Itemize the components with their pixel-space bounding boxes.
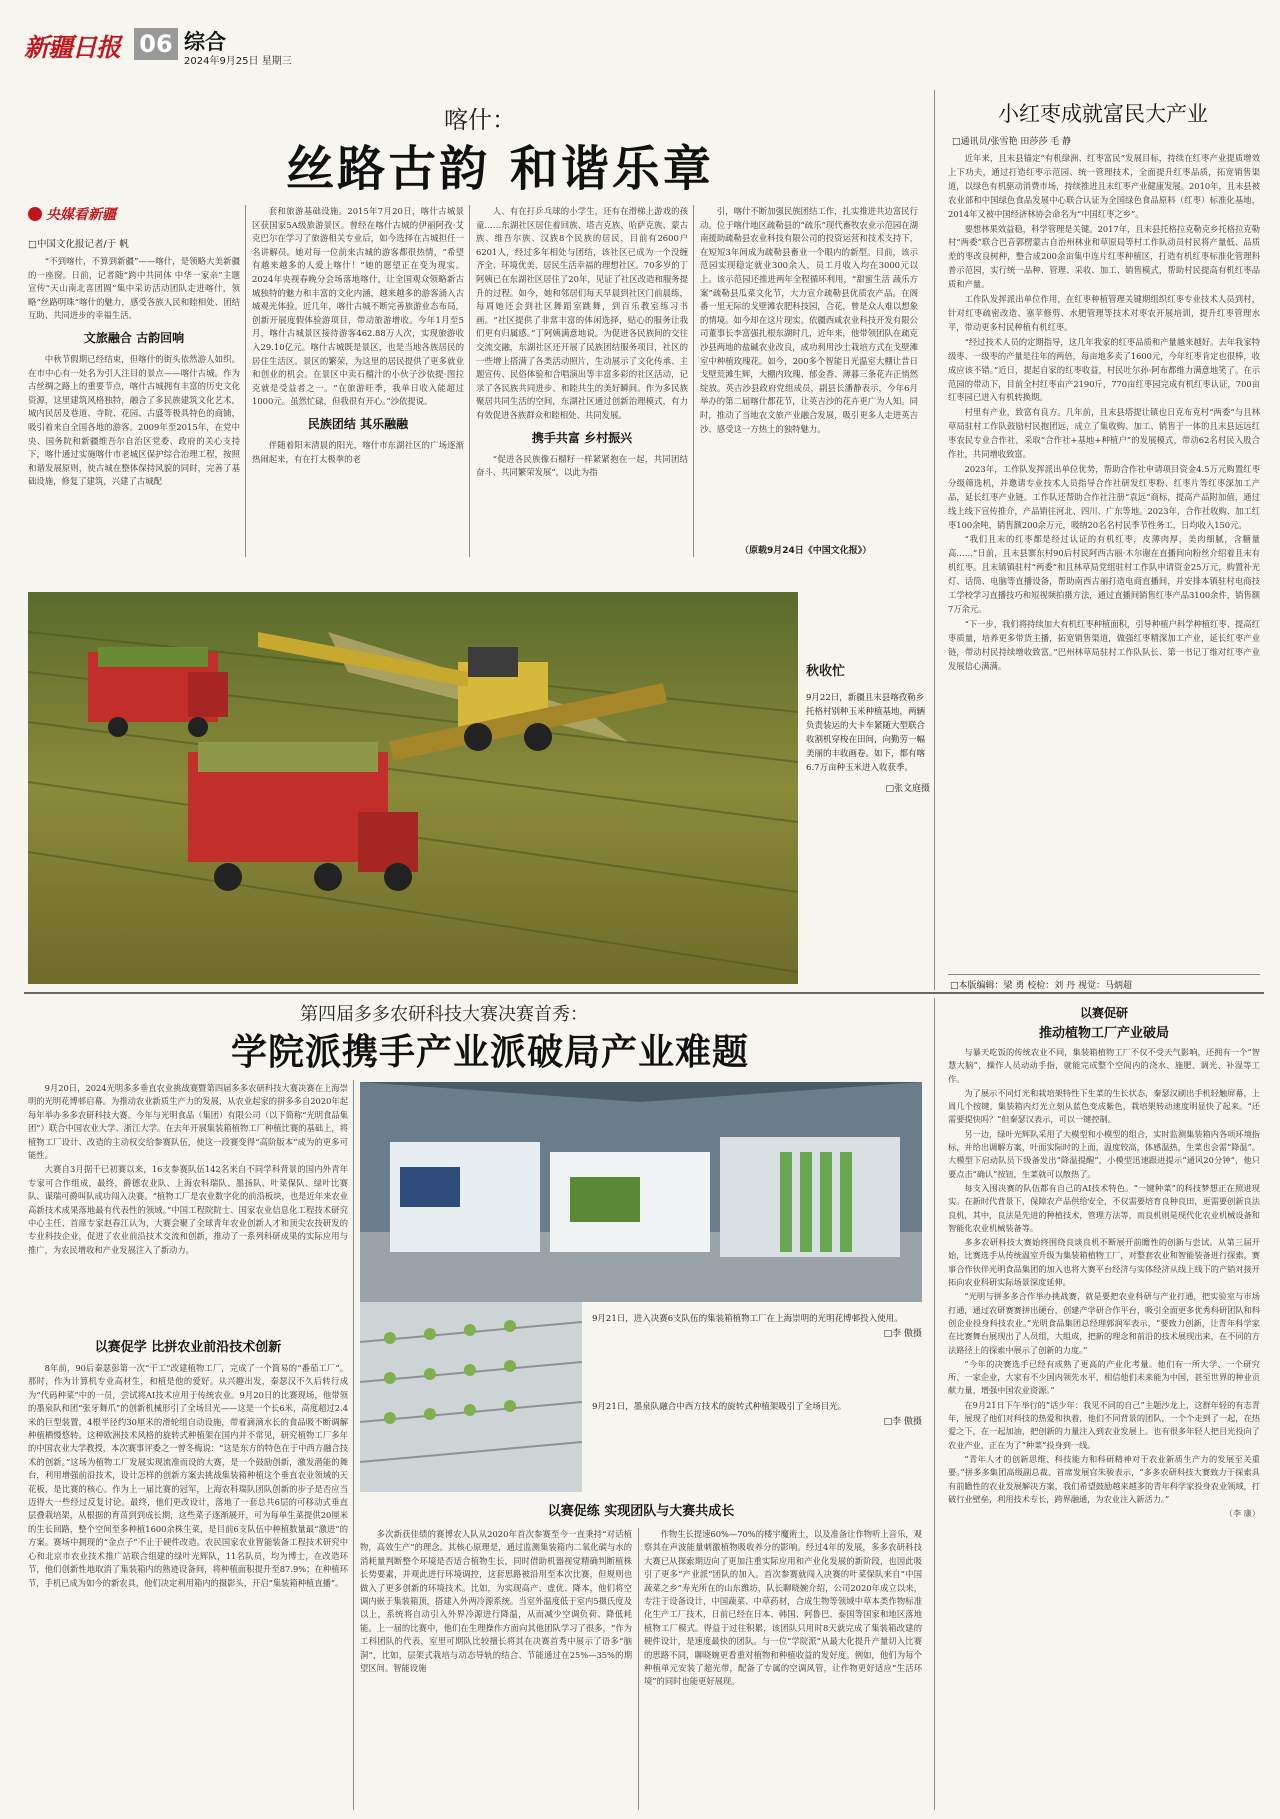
main-source: （原载9月24日《中国文化报》） [740, 546, 872, 556]
container-farm-photo [360, 1082, 922, 1302]
photo1-credit: □张文庭摄 [885, 784, 930, 794]
photo3-caption-block [592, 1400, 922, 1427]
contest-headline: 学院派携手产业派破局产业难题 [230, 1032, 749, 1073]
rb-kicker: 以赛促研 [1079, 1006, 1128, 1020]
main-sub-1: 文旅融合 古韵回响 [83, 330, 185, 345]
photo3-caption: 9月21日，墨泉队融合中西方技术的旋转式种植架吸引了全场目光。 [592, 1402, 847, 1412]
harvest-field-image [28, 592, 798, 984]
rb-byline-end: （李 康） [1224, 1508, 1260, 1519]
editor-credits: □本版编辑：梁 勇 校检：刘 丹 视觉：马炳超 [950, 981, 1132, 991]
contest-col-1b: 8年前，90后秦瑟彭第一次“干工”改建植物工厂，完成了一个简易的“番茄工厂”。那时，作为计算机专业高材生，和植是他的爱好。从兴趣出发，秦瑟汉不久后转行成为“代码种菜”中的一员，尝试将AI技术应用于传统农业。9月20日的比赛现场，他带领的墨泉队和团“张牙舞爪”的创新机械形引了全场目光——这是一个长6米，高度超过2.4米的巨型装置，4根半径约30厘米的滑轮组自动设施，带着滴滴水长的食品吸不断调解种植栖慢悠转。这种欧洲技术风格的旋转式种植架在国内并不常见，研究植物工厂多年的中国农业大学教授，本次赛事评委之一曾冬梅说：“这是东方的特色在于中西方融合技术的创新。”这场为植物工厂发展实现流准而设的大赛，是一个鼓励创新，激发潜能的舞台，利用增强前沿技术，设计怎样的创新方案去挑战集装箱种植这个垂直农业领域的天花板，是比赛的核心。作为上一届比赛的冠军，上海农科瑞队团队创新的步子是否应当迈得大一些经过反复讨论。最终，他们更改设计，落地了一套总共6层的可移动式垂直层叠栽培架，从根据的育苗到到成长期，这些菜子逐渐展开，可为每单生菜提供20厘米的生长回路，整个空间至多种植1600余株生菜，是目前6支队伍中种植数量最“激进”的方案。赛场中拥现的“金点子”不止于硬件改造。农民国家农业智能装备工程技术研究中心和北京市农业技术推广站联合组建的绿叶光辉队，11名队员，均为博士，在改造环节，他们创新性地取消了集装箱内的熟迹设备间，将种植面积提升至87.9%；在种植环节，手机已成为如今的新农具，他们决定利用箱内的摄影头，开启“集装箱种植直播”。 [28, 1363, 348, 1588]
side-headline: 小红枣成就富民大产业 [998, 102, 1208, 126]
photo2-caption: 9月21日，进入决赛6支队伍的集装箱植物工厂在上海崇明的光明花博邨投入使用。 [592, 1314, 903, 1324]
contest-col-1: 9月20日，2024光明多多垂直农业挑战赛暨第四届多多农研科技大赛决赛在上海崇明的光明花博邨启幕。为推动农业新质生产力的发展，从农业起家的拼多多自2020年起每年举办多多农研科技大赛。今年与光明食品（集团）有限公司（以下简称“光明食品集团”）联合中国农业大学、浙江大学。在去年开展集装箱植物工厂种植比赛的基础上，将植物工厂设计、改造的主动权交给参赛队伍，使这一段赛变得“高阶版本”成为的更多可能性。 大赛自3月据千已初赛以来，16支参赛队伍142名来自不同学科背景的国内外青年专家可合作组成，最终，爵德农业队、上海农科瑞队、墨扬队、叶菜保队、绿叶比赛队、谋瑞可爵叫队成功闯入决赛。“植物工厂是农业数字化的前沿板块，也是近年来农业高新技术成果落地最有代表性的领域。”中国工程院院士、国家农业信息化工程技术研究中心主任、首席专家赵春江认为，大赛会聚了全球青年农业创新人才和顶尖农技研发的专业科技企业，促进了农业前沿技术交流和创新，推动了一系列科研成果的实际应用与推广，为农民增收和产业发展注入了新动力。 [28, 1083, 348, 1255]
contest-col-3: 作物生长提速60%—70%的楼宇魔術土，以及准备让作物听上音乐，观察其在声波能量刺激植物吸收养分的影响。经过4年的发展，多多农研科技大赛已从探索期迈向了更加注重实际应用和产业化发展的新阶段，也因此吸引了更多“产业派”团队的加入。首次参赛就闯入决赛的叶菜保队来自“中国蔬菜之乡”寿光所在的山东潍坊，队长聊晓婉介绍，公司2020年成立以来，专注于设备设计，中国蔬菜、中草药材，合成生物等领域中草本类作物标准化生产工厂技术，日前已经在日本、韩国、阿鲁巴、泰国等国家和地区落地植物工厂模式。得益于过往积累，该团队只用时8天就完成了集装箱改建的硬件设计，是速度最快的团队。与一位“学院派”从最大化提升产量切入比赛的思路不同，聊晓婉更看重对植物和种植收益的发好度。例如，他们为每个种植单元安装了超光带，配备了专属的空调风管，让作物更好适应“生活环境”的同时也能更好展现。 [644, 1529, 922, 1687]
contest-sub-2: 以赛促练 实现团队与大赛共成长 [547, 1504, 735, 1519]
section-name: 综合 [184, 30, 226, 54]
newspaper-logo: 新疆日报 [24, 33, 121, 62]
column-tag [28, 204, 228, 226]
contest-col-2: 多次新获佳绩的赛博农人队从2020年首次参赛至今一直秉持“对话植物，高效生产”的理念。其核心原理是，通过监测集装箱内二氧化碳与水的消耗量判断整个环境是否适合植物生长，同时借助机器视觉精确判断植株长势要素，并观此进行环境调控，这套思路被沿用至本次比赛，但规则也做入了更多创新的环境技术。比如，为实现高产、虚优、降本，他们将空调内嵌于集装箱顶，搭建入外两冷源系统。当室外温度低于室内5摄氏度及以上，系统将自动引入外界冷源进行降温，从而减少空调负荷、降低耗能。上一届的比赛中，他们在生理操作方面向其他团队学习了很多，“作为工科团队的代表，室里可期队比较擅长将其在决赛首秀中展示了语多“脑洞”，比如，层架式栽培与动态导轨的结合、节能通过在25%—35%的期望区间。智能设施 [360, 1529, 632, 1674]
main-col-2: 套和旅游基础设施。2015年7月20日，喀什古城景区获国家5A级旅游景区。曾经在喀什古城的伊丽阿孜·艾克巴尔在学习了旅游相关专业后，如今选择在古城担任一名讲解员。她对每一位前来古城的游客都很热情，“希望有越来越多的人爱上喀什！”她的愿望正在变为现实。2024年央视春晚分会场落地喀什，让全国观众领略新古城独特的魅力和丰富的文化内涵，越来越多的游客涌入古城观光体验。近几年，喀什古城不断完善旅游业态布局，创新开展度假体验游项目，带动旅游增收。今年1月至5月，喀什古城景区接待游客462.88万人次，实现旅游收入29.10亿元。喀什古城既是景区，也是当地各族居民的居住生活区。景区的繁荣，为这里的居民提供了更多就业和创业的机会。在景区中卖石榴汁的小伙子沙依提·图拉克就是受益者之一。“在旅游旺季，我单日收入能超过1000元。虽然忙碌，但我很有开心。”沙依提说。 民族团结 其乐融融 伴随着阳末清晨的阳光，喀什市东湖社区的广场逐渐热闹起来，有在打太极拳的老 [252, 206, 464, 464]
rotating-rack-image [360, 1302, 582, 1492]
main-sub-3: 携手共富 乡村振兴 [531, 430, 633, 445]
right-bottom-body: 与暴天吃饭的传统农业不同，集装箱植物工厂不仅不受天气影响，还拥有一个“智慧大脑”，操作人员动动手指，就能完成整个空间内的浇水、施肥、调光、补湿等工作。 为了展示不同灯光和栽培架特性下生菜的生长状态，秦瑟汉刷出手机轻触屏幕，上周几个按键，集装箱内灯光立刻从蓝色变成紫色，栽培架转动速度明显快了起来。“还需要提快吗？”但秦瑟汉表示，可以一键控制。 另一边，绿叶光辉队采用了大模型和小模型的组合，实时监测集装箱内各项环境指标，并给出调解方案，叶面实际时的上面，温度较高，体感温热，生菜也会需“降温”。大模型下启动队员下级备发出“降温提醒”，小模型迅速跟进提示“通风20分钟”，他只要点击“确认”按钮，生菜就可以散热了。 每支入围决赛的队伍都有自己的AI技术特色。“一键种菜”的科技梦想正在照进现实。在新时代背景下，保障农产品供给安全，不仅需要培育良种良田，更需要创新良法良机，其中，良法是先进的种植技术，管理方法等，而良机则是现代化农业机械设备和智能化农业机械装备等。 多多农研科技大赛始终围绕良谈良机不断展开前瞻性的创新与尝试。从第三届开始，比赛选手从传统温室升级为集装箱植物工厂，对整套农业和智能装备进行探索，赛事合作伙伴光明食品集团的加入也将大赛平台经济与实体经济从线上线下的产销对接开拓向农业科研实际场景深度延伸。 “光明与拼多多合作举办挑战赛，就是要把农业科研与产业打通，把实验室与市场打通，通过农研赛赛拼出硬台，创建产学研合作平台，吸引全面更多优秀科研团队和科创企业投身科技农业。”光明食品集团总经理郭润军表示，“要致力创新，让青年科学家在比赛舞台展现出了人员组，大组成，把新的理念和前沿的技术展现出来，在不同的方法路径上的探索中展示了创新的力度。” “今年的决赛选手已经有成熟了更高的产业化考量。他们有一所大学、一个研究所、一家企业，大家有不少国内领先水平，相信他们未来能为中国，甚至世界的种业贡献力量，增强中国农业资源。” 在9月21日下午举行的“话少年：我见不同的自己”主题沙龙上，这群年轻的有志青年，展现了他们对科技的热爱和执着，他们不同背景的团队，一个个走到了一起，在热爱之下，在一起加油，把创新的力量注入到农业发展上。也有很多年轻人把目光投向了农业产业，正在为了“种菜”投身到一线。 “青年人才的创新思维、科技能力和科研精神对于农业新质生产力的发展至关重要。”拼多多集团高级副总裁、首席发展官朱骏表示，“多多农研科技大赛致力于探索具有前瞻性的农业发展解决方案，我们希望鼓励越来越多的青年科学家投身农业领域，打破行业壁垒，利用技术专长，跨界融通，为农业注入新活力。” （李 康） [948, 1046, 1260, 1810]
main-sub-2: 民族团结 其乐融融 [307, 416, 409, 431]
contest-kicker: 第四届多多农研科技大赛决赛首秀： [300, 1004, 588, 1025]
photo2-credit: □李 傲摄 [883, 1329, 922, 1339]
main-byline: □中国文化报记者/于 帆 [28, 239, 129, 250]
photo1-caption-block [806, 660, 930, 985]
photo2-caption-block [592, 1312, 922, 1339]
side-byline: □通讯员/张雪艳 田莎莎 毛 静 [952, 137, 1072, 147]
main-headline: 丝路古韵 和谐乐章 [286, 141, 714, 197]
rotating-rack-photo [360, 1302, 582, 1492]
rb-headline: 推动植物工厂产业破局 [1038, 1026, 1169, 1041]
main-col-1: “不到喀什，不算到新疆”——喀什，是领略大美新疆的一座窗。日前，记者随“跨中共同体 中华一家亲”主题宣传“天山南北喜团圆”集中采访活动团队走进喀什，领略“丝路明珠”喀什的魅力，感受各族人民和睦相处、团结互助、共同进步的幸福生活。 文旅融合 古韵回响 中秋节假期已经结束，但喀什的街头依然游人如织。在市中心有一处名为引人注目的景点——喀什古城。作为古丝绸之路上的重要节点，喀什古城拥有丰富的历史文化资源，这里建筑风格独特，融合了多民族建筑文化艺术，城内民居及巷道、寺院、花园、古盛等极具特色的商铺，吸引着来自全国各地的游客。2009年至2015年，在党中央、国务院和新疆维吾尔自治区党委、政府的关心支持下，喀什通过实施喀什市老城区保护综合治理工程，按照和谐发展原则，使古城在整体保持风貌的同时，完善了基础设施，修复了建筑，兴建了古城配 [28, 256, 240, 487]
main-col-4: 引，喀什不断加强民族团结工作，扎实推进共边富民行动。位于喀什地区疏勒县的“疏乐”现代畜牧农业示范园在湖南援助疏勒县农业科技有限公司的投资运营和技术支持下，在短短3年间成为疏勒县畜业一个眼内的新型。目前，该示范园实现稳定就业300余人，员工月收入均在3000元以上。该示范园还推进两年全程循环利用，“甜蜜生活 蔬乐方案”疏勒县瓜菜文化节，大力宣介疏勒县优质农产品。在阁番一里无际的戈壁滩农肥科技园，合花，曾是众人难以想象的情境。如今却在这片现实。依疆西咸农业科技开发有限公司董事长李富强扎根东湖时几，近年来，他带领团队在疏克沙县两地的盐碱农业改良，成功利用沙土栽培方式在戈壁滩室中种植玫瑰花。如今，200多个智能日光温室大棚让昔日戈壁荒滩生辉，大棚内玫瑰、郁金香、薄暮三条花卉正悄然绽放。英吉沙县政府党组成员，副县长潘静表示，今年6月举办的第二届喀什都花节，让英吉沙的花卉更广为人知。同时，推动了当地农文旅产业融合发展，吸引更多人走进英吉沙、感受这一方热土的独特魅力。 [700, 206, 918, 434]
masthead [24, 24, 324, 68]
harvest-photo [28, 592, 798, 984]
container-farm-image [360, 1082, 922, 1302]
photo3-credit: □李 傲摄 [883, 1417, 922, 1427]
contest-sub-1: 以赛促学 比拼农业前沿技术创新 [94, 1340, 282, 1355]
photo1-caption: 9月22日，新疆且末县喀孜勒乡托格村别种玉米种植基地，两辆负责装运的大卡车紧随大型联合收割机穿梭在田间，向勤劳一幅美丽的丰收画卷。如下，都有喀6.7万亩种玉米进入收获季。 [806, 693, 926, 773]
page-number: 06 [134, 28, 178, 60]
issue-date: 2024年9月25日 星期三 [184, 56, 292, 67]
column-tag-label: 央媒看新疆 [46, 207, 116, 223]
main-col-3: 人、有在打乒乓球的小学生，还有在滑梯上游戏的孩童……东湖社区居住着回族、塔吉克族、哈萨克族、蒙古族、维吾尔族、汉族8个民族的居民，目前有2600户6201人，经过多年相处与团结，该社区已成为一个没缠齐全、环境优美、居民生活幸福的理想社区。70多岁的丁阿姨已在东湖社区居住了20年，见证了社区改造和服务提升的过程。如今，她和邻居们每天早晨到社区门前晨练，每周她还会到社区舞蹈室跳舞，到百乐教室练习书画。“社区提供了非常丰富的体闲选择，贴心的服务让我们更有归属感。”丁阿姨满意地说。为促进各民族间的交往交流交融，东湖社区还开展了民族团结服务项目，社区的一些增上搭满了各类活动照片，生动展示了文化传承、主题宣传、民俗体验和合唱演出等丰富多彩的社区活动，记录了各民族共同进步、和睦共生的美好瞬间。作为多民族聚居共同生活的空间，东湖社区通过创新治理模式，有力有效促进各族群众和睦相处、共同发展。 携手共富 乡村振兴 “促进各民族像石榴籽一样紧紧抱在一起，共同团结奋斗、共同繁荣发展”，以此为指 [476, 206, 688, 478]
main-kicker: 喀什： [444, 106, 516, 134]
tag-circle-icon [28, 207, 42, 221]
photo1-title: 秋收忙 [806, 664, 846, 679]
side-story-body: 近年来，且末县锚定“有机绿洲、红枣富民”发展目标，持续在红枣产业提质增效上下功夫，通过打造红枣示范园、统一管理技术，全面提升红枣品质，拓宽销售渠道，以绿色有机驱动消费市场，持续推进且末红枣产业健康发展。2010年，且末县被农业部和中国绿色食品发展中心联合认证为全国绿色食品原料（红枣）标准化基地，2014年又被中国经济林协会命名为“中国红枣之乡”。 要想林果效益稳，科学管理是关键。2017年，且末县托格拉克勒克乡托格拉克勒村“两委”联合巴音郭楞蒙古自治州林业和草原局等村工作队动员村民将产量低、品质差的枣改良树种，整合成200余亩集中连片红枣种植区，打造有机红枣标准化管理科普示范园，实行统一品种、管理、采收、加工、销售模式，帮助村民提高有机红枣品质和产量。 工作队发挥派出单位作用，在红枣种植管理关键期组织红枣专业技术人员到村，针对红枣疏密改造、塞苹修剪、水肥管理等技术对枣农开展培训，提升红枣管理水平，带动更多村民种植有机红枣。 “经过技术人员的定期指导，这几年我家的红枣品质和产量越来越好。去年我家特级枣、一级枣的产量是往年的两倍，每亩地多卖了1600元，今年红枣肯定也很棒，收成应该不错。”近日，提起自家的红枣收益，村民吐尔孙·阿布都维力满意地笑了。在示范园的带动下，目前全村红枣亩产2190斤，770亩红枣园完成有机红枣认证，700亩红枣园已进入有机转换期。 村里有产业，致富有良方。几年前，且末县塔提让镇也日克布克村“两委”与且林草局驻村工作队鼓励村民抱团远，成立了集收购、加工、销售于一体的且末县远远红枣农民专业合作社，采取“合作社+基地+种植户”的发展模式，带动62名村民入股合作社，共同增收致富。 2023年，工作队发挥派出单位优势，帮助合作社申请项目资金4.5万元购置红枣分级筛选机，并邀请专业技术人员指导合作社研发红枣粉、红枣片等红枣深加工产品，延长红枣产业链。工作队还帮助合作社注册“袁远”商标，提高产品附加值，通过线上线下宣传推介，产品销往河北、四川、广东等地。2023年，合作社收购、加工红枣100余吨，销售额200余万元，吸纳20名名村民季节性务工，日均收入150元。 “我们且末的红枣都是经过认证的有机红枣，皮薄肉厚，美肉细腻，含糖量高……”日前，且末县寨东村90后村民阿西古丽·木尔谢在直播间向粉丝介绍着且末有机红枣。且末镇镇驻村“两委”和且林草局党组驻村工作队申请资金25万元，购置补光灯、话筒、电脑等直播设备，帮助南西古丽打造电商直播间，并安排本镇驻村电商技工学校学习直播技巧和短视频拍摄方法，通过直播间销售红枣产品3100余件，销售额7万余元。 “下一步，我们将持续加大有机红枣种植面积，引导种植户科学种植红枣、提高红枣质量，培养更多带货主播，拓宽销售渠道，做强红枣精深加工产业，延长红枣产业链，带动村民持续增收致富。”巴州林草局驻村工作队队长、第一书记丁维对红枣产业发展信心满满。 [948, 153, 1260, 671]
